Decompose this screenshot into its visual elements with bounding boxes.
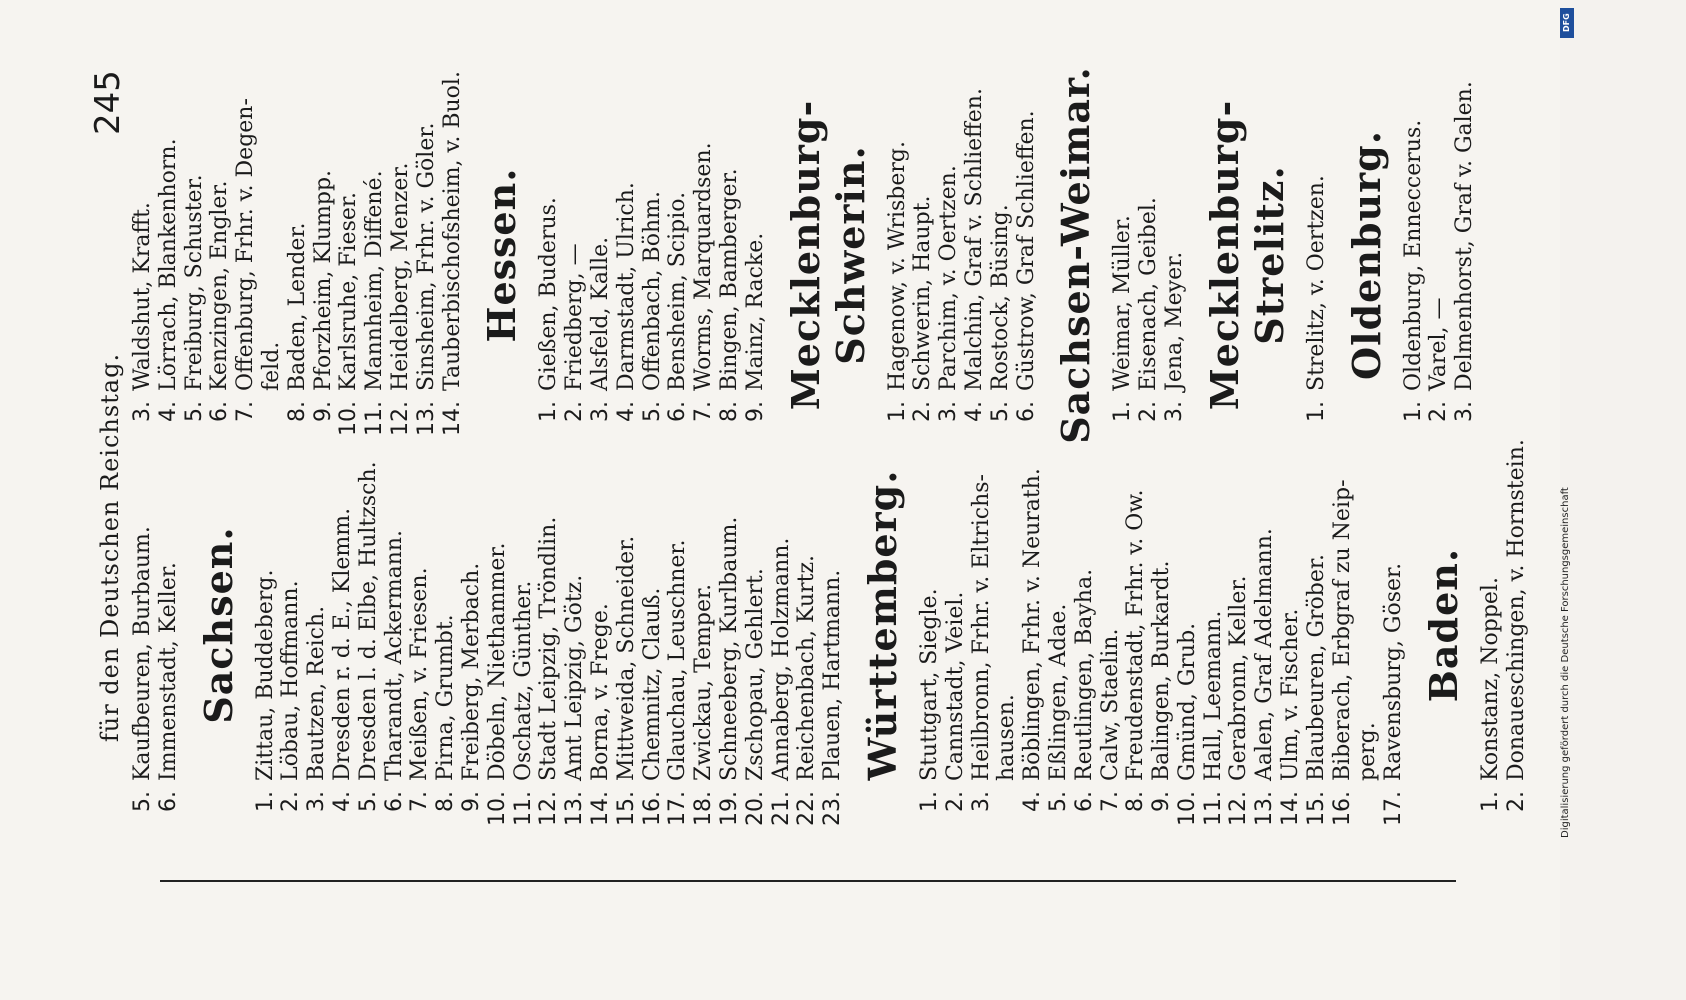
district-number: 5. bbox=[987, 401, 1013, 422]
district-number: 2. bbox=[910, 401, 936, 422]
list-item-continuation bbox=[1355, 395, 1381, 835]
district-entry-text: Heidelberg, Menzer. bbox=[387, 162, 413, 391]
district-entry-text: Freiberg, Merbach. bbox=[458, 562, 484, 781]
district-number: 4. bbox=[613, 401, 639, 422]
district-entry-text: Ulm, v. Fischer. bbox=[1278, 608, 1304, 781]
page-number: 245 bbox=[88, 70, 128, 135]
list-item bbox=[640, 395, 666, 835]
list-item bbox=[440, 45, 466, 445]
list-item bbox=[1020, 395, 1046, 835]
list-item-continuation bbox=[994, 395, 1020, 835]
district-number: 5. bbox=[639, 401, 665, 422]
district-number: 4. bbox=[961, 401, 987, 422]
list-item bbox=[691, 395, 717, 835]
district-entry-text: Kenzingen, Engler. bbox=[207, 180, 233, 391]
district-entry-text: Mainz, Racke. bbox=[742, 232, 768, 391]
district-entry-text: Donaueschingen, v. Hornstein. bbox=[1503, 439, 1529, 781]
list-item bbox=[156, 395, 182, 835]
district-entry-text: Freudenstadt, Frhr. v. Ow. bbox=[1123, 489, 1149, 781]
district-entry-text: Stuttgart, Siegle. bbox=[916, 588, 942, 781]
list-item bbox=[130, 45, 156, 445]
district-number: 12. bbox=[387, 401, 413, 436]
district-number: 23. bbox=[820, 791, 846, 826]
district-entry-text: Reichenbach, Kurtz. bbox=[794, 554, 820, 781]
district-number bbox=[1355, 781, 1381, 835]
right-column bbox=[130, 45, 1478, 445]
district-entry-text: Amt Leipzig, Götz. bbox=[562, 574, 588, 781]
list-item bbox=[536, 395, 562, 835]
district-number: 1. bbox=[536, 401, 562, 422]
district-number: 3. bbox=[936, 401, 962, 422]
district-entry-text: Varel, — bbox=[1426, 297, 1452, 391]
district-entry-text: Parchim, v. Oertzen. bbox=[936, 165, 962, 391]
section-title: Baden. bbox=[1421, 547, 1467, 703]
section-title: Mecklenburg-Schwerin. bbox=[782, 99, 873, 411]
district-entry-text: Meißen, v. Friesen. bbox=[407, 567, 433, 781]
district-entry-text: Cannstadt, Veiel. bbox=[942, 591, 968, 781]
district-number: 6. bbox=[381, 791, 407, 812]
list-item bbox=[336, 45, 362, 445]
district-entry-text: Löbau, Hoffmann. bbox=[278, 580, 304, 781]
section-title: Sachsen. bbox=[195, 526, 241, 724]
district-number: 4. bbox=[155, 401, 181, 422]
district-entry-text: Bautzen, Reich. bbox=[304, 605, 330, 781]
district-number: 20. bbox=[742, 791, 768, 826]
district-entry-text: Oldenburg, Enneccerus. bbox=[1400, 119, 1426, 391]
list-item bbox=[1149, 395, 1175, 835]
district-entry-text: Gmünd, Grub. bbox=[1174, 622, 1200, 781]
district-number: 1. bbox=[252, 791, 278, 812]
district-entry-text: Delmenhorst, Graf v. Galen. bbox=[1452, 81, 1478, 391]
list-item bbox=[794, 395, 820, 835]
funding-watermark: Digitalisierung gefördert durch die Deutsche Forschungsgemeinschaft bbox=[1560, 487, 1571, 838]
list-item bbox=[356, 395, 382, 835]
list-item bbox=[562, 395, 588, 835]
district-number: 14. bbox=[587, 791, 613, 826]
section-title: Württemberg. bbox=[859, 469, 905, 781]
district-entry-text: Stadt Leipzig, Tröndlin. bbox=[536, 516, 562, 781]
list-item-continuation bbox=[259, 45, 285, 445]
district-number: 3. bbox=[968, 791, 994, 812]
district-entry-text: Rostock, Büsing. bbox=[987, 204, 1013, 391]
district-number: 13. bbox=[562, 791, 588, 826]
district-entry-text: Aalen, Graf Adelmann. bbox=[1252, 528, 1278, 781]
district-entry-text: Kaufbeuren, Burbaum. bbox=[130, 526, 155, 781]
list-item bbox=[943, 395, 969, 835]
list-item bbox=[743, 395, 769, 835]
district-entry-text: Glauchau, Leuschner. bbox=[665, 539, 691, 781]
list-item bbox=[388, 45, 414, 445]
district-entry-text: Blaubeuren, Gröber. bbox=[1303, 554, 1329, 781]
list-item bbox=[1226, 395, 1252, 835]
district-number: 2. bbox=[1503, 791, 1529, 812]
list-item bbox=[717, 45, 743, 445]
list-item bbox=[917, 395, 943, 835]
list-item bbox=[414, 45, 440, 445]
list-item bbox=[910, 45, 936, 445]
list-item bbox=[233, 45, 259, 445]
district-entry-text: Pforzheim, Klumpp. bbox=[310, 169, 336, 391]
district-entry-text: Bensheim, Scipio. bbox=[665, 191, 691, 391]
list-item bbox=[1504, 395, 1530, 835]
district-number: 14. bbox=[1278, 791, 1304, 826]
list-item bbox=[156, 45, 182, 445]
list-item bbox=[1162, 45, 1188, 445]
list-item bbox=[311, 45, 337, 445]
district-entry-text: Karlsruhe, Fieser. bbox=[336, 192, 362, 391]
district-number: 11. bbox=[510, 791, 536, 826]
list-item bbox=[285, 45, 311, 445]
list-item bbox=[304, 395, 330, 835]
district-number: 6. bbox=[155, 791, 181, 812]
district-number: 5. bbox=[355, 791, 381, 812]
list-item bbox=[1046, 395, 1072, 835]
list-item bbox=[1136, 45, 1162, 445]
district-entry-text: Freiburg, Schuster. bbox=[181, 174, 207, 391]
list-item bbox=[1072, 395, 1098, 835]
list-item bbox=[278, 395, 304, 835]
district-number: 8. bbox=[1123, 791, 1149, 812]
list-item bbox=[743, 45, 769, 445]
list-item bbox=[382, 395, 408, 835]
district-number: 11. bbox=[1200, 791, 1226, 826]
district-number: 3. bbox=[304, 791, 330, 812]
district-number: 16. bbox=[639, 791, 665, 826]
district-number: 4. bbox=[329, 791, 355, 812]
list-item bbox=[1110, 45, 1136, 445]
district-entry-text: Mittweida, Schneider. bbox=[613, 535, 639, 781]
district-number: 21. bbox=[768, 791, 794, 826]
district-entry-text: Offenbach, Böhm. bbox=[639, 191, 665, 391]
district-entry-text: Konstanz, Noppel. bbox=[1478, 577, 1504, 781]
list-item bbox=[1452, 45, 1478, 445]
list-item bbox=[665, 395, 691, 835]
district-entry-text: Malchin, Graf v. Schlieffen. bbox=[961, 88, 987, 391]
district-number: 5. bbox=[130, 791, 155, 812]
district-number: 4. bbox=[1020, 791, 1046, 812]
list-item bbox=[640, 45, 666, 445]
district-entry-text: Darmstadt, Ulrich. bbox=[613, 182, 639, 391]
district-number: 6. bbox=[207, 401, 233, 422]
list-item bbox=[562, 45, 588, 445]
section-title: Mecklenburg-Strelitz. bbox=[1201, 99, 1292, 411]
district-entry-text: Reutlingen, Bayha. bbox=[1071, 568, 1097, 781]
list-item bbox=[1201, 395, 1227, 835]
district-number: 10. bbox=[1174, 791, 1200, 826]
list-item bbox=[1426, 45, 1452, 445]
district-number: 10. bbox=[336, 401, 362, 436]
district-entry-text: Dresden r. d. E., Klemm. bbox=[329, 507, 355, 781]
list-item bbox=[1175, 395, 1201, 835]
district-entry-text: Böblingen, Frhr. v. Neurath. bbox=[1020, 468, 1046, 781]
district-entry-text: Hall, Leemann. bbox=[1200, 610, 1226, 781]
district-entry-text: Worms, Marquardsen. bbox=[691, 142, 717, 391]
district-number: 14. bbox=[439, 401, 465, 436]
list-item bbox=[1381, 395, 1407, 835]
district-number: 17. bbox=[1381, 791, 1407, 826]
district-number: 5. bbox=[181, 401, 207, 422]
district-number: 10. bbox=[484, 791, 510, 826]
district-number: 18. bbox=[691, 791, 717, 826]
district-number: 5. bbox=[1045, 791, 1071, 812]
district-entry-text: Eßlingen, Adae. bbox=[1045, 603, 1071, 781]
running-head: für den Deutschen Reichstag. bbox=[96, 352, 124, 743]
district-number: 9. bbox=[1149, 791, 1175, 812]
list-item bbox=[614, 45, 640, 445]
district-number: 6. bbox=[665, 401, 691, 422]
district-number: 6. bbox=[1013, 401, 1039, 422]
district-entry-text: Biberach, Erbgraf zu Neip- bbox=[1329, 479, 1355, 781]
list-item bbox=[665, 45, 691, 445]
district-entry-text: Annaberg, Holzmann. bbox=[768, 537, 794, 781]
section-title: Hessen. bbox=[479, 167, 525, 343]
list-item bbox=[717, 395, 743, 835]
list-item bbox=[1330, 395, 1356, 835]
district-number: 2. bbox=[1136, 401, 1162, 422]
district-entry-text: perg. bbox=[1355, 722, 1381, 781]
district-number bbox=[259, 391, 285, 445]
district-number: 13. bbox=[1252, 791, 1278, 826]
district-number: 3. bbox=[587, 401, 613, 422]
district-entry-text: Schneeberg, Kurlbaum. bbox=[716, 516, 742, 781]
district-number: 12. bbox=[536, 791, 562, 826]
list-item bbox=[253, 395, 279, 835]
district-number: 12. bbox=[1226, 791, 1252, 826]
list-item bbox=[769, 395, 795, 835]
district-entry-text: Alsfeld, Kalle. bbox=[587, 236, 613, 391]
list-item bbox=[330, 395, 356, 835]
section-title: Oldenburg. bbox=[1343, 130, 1389, 380]
district-entry-text: Jena, Meyer. bbox=[1161, 251, 1187, 391]
district-entry-text: Ravensburg, Göser. bbox=[1381, 562, 1407, 781]
district-number: 13. bbox=[413, 401, 439, 436]
district-entry-text: Offenburg, Frhr. v. Degen- bbox=[233, 98, 259, 391]
column-divider bbox=[160, 862, 1456, 882]
district-entry-text: Mannheim, Diffené. bbox=[362, 170, 388, 391]
district-number: 11. bbox=[362, 401, 388, 436]
district-number: 1. bbox=[884, 401, 910, 422]
district-entry-text: Tauberbischofsheim, v. Buol. bbox=[439, 71, 465, 391]
district-entry-text: Schwerin, Haupt. bbox=[910, 195, 936, 391]
district-entry-text: Chemnitz, Clauß. bbox=[639, 587, 665, 781]
district-entry-text: Baden, Lender. bbox=[284, 222, 310, 391]
district-number: 1. bbox=[1400, 401, 1426, 422]
list-item bbox=[536, 45, 562, 445]
district-number: 3. bbox=[130, 401, 155, 422]
list-item bbox=[588, 45, 614, 445]
district-entry-text: Calw, Staelin. bbox=[1097, 628, 1123, 781]
district-number: 22. bbox=[794, 791, 820, 826]
district-number: 15. bbox=[613, 791, 639, 826]
list-item bbox=[1304, 45, 1330, 445]
district-entry-text: Zschopau, Gehlert. bbox=[742, 568, 768, 781]
list-item bbox=[988, 45, 1014, 445]
list-item bbox=[588, 395, 614, 835]
district-entry-text: Eisenach, Geibel. bbox=[1136, 197, 1162, 391]
district-number: 9. bbox=[310, 401, 336, 422]
district-number: 17. bbox=[665, 791, 691, 826]
list-item bbox=[936, 45, 962, 445]
section-title: Sachsen-Weimar. bbox=[1053, 66, 1099, 444]
list-item bbox=[614, 395, 640, 835]
district-number: 2. bbox=[562, 401, 588, 422]
district-entry-text: Weimar, Müller. bbox=[1110, 215, 1136, 391]
district-entry-text: Plauen, Hartmann. bbox=[820, 569, 846, 781]
district-number: 7. bbox=[691, 401, 717, 422]
district-entry-text: Heilbronn, Frhr. v. Eltrichs- bbox=[968, 474, 994, 781]
list-item bbox=[820, 395, 846, 835]
list-item bbox=[362, 45, 388, 445]
left-column bbox=[130, 395, 1530, 835]
list-item bbox=[1278, 395, 1304, 835]
district-entry-text: Borna, v. Frege. bbox=[587, 603, 613, 781]
district-number: 8. bbox=[284, 401, 310, 422]
district-number: 1. bbox=[1303, 401, 1329, 422]
list-item bbox=[962, 45, 988, 445]
district-entry-text: Döbeln, Niethammer. bbox=[484, 542, 510, 781]
district-number: 7. bbox=[407, 791, 433, 812]
list-item bbox=[511, 395, 537, 835]
district-entry-text: Zwickau, Temper. bbox=[691, 583, 717, 781]
district-entry-text: Immenstadt, Keller. bbox=[155, 562, 181, 781]
list-item bbox=[130, 395, 156, 835]
list-item bbox=[407, 395, 433, 835]
list-item bbox=[207, 45, 233, 445]
district-entry-text: hausen. bbox=[994, 694, 1020, 781]
district-number bbox=[994, 781, 1020, 835]
list-item bbox=[885, 45, 911, 445]
list-item bbox=[182, 45, 208, 445]
list-item bbox=[1401, 45, 1427, 445]
list-item bbox=[1252, 395, 1278, 835]
district-entry-text: Pirna, Grumbt. bbox=[433, 614, 459, 781]
district-number: 7. bbox=[1097, 791, 1123, 812]
list-item bbox=[969, 395, 995, 835]
district-number: 2. bbox=[1426, 401, 1452, 422]
district-entry-text: Zittau, Buddeberg. bbox=[252, 569, 278, 781]
district-entry-text: Balingen, Burkardt. bbox=[1149, 560, 1175, 781]
list-item bbox=[691, 45, 717, 445]
district-entry-text: Gerabronn, Keller. bbox=[1226, 575, 1252, 781]
district-entry-text: Sinsheim, Frhr. v. Göler. bbox=[413, 122, 439, 391]
list-item bbox=[1304, 395, 1330, 835]
district-entry-text: Hagenow, v. Wrisberg. bbox=[884, 141, 910, 391]
district-number: 16. bbox=[1329, 791, 1355, 826]
district-entry-text: Friedberg, — bbox=[562, 243, 588, 391]
district-number: 3. bbox=[1452, 401, 1478, 422]
district-number: 6. bbox=[1071, 791, 1097, 812]
district-number: 15. bbox=[1303, 791, 1329, 826]
district-number: 9. bbox=[458, 791, 484, 812]
list-item bbox=[1014, 45, 1040, 445]
district-entry-text: feld. bbox=[258, 341, 284, 391]
district-entry-text: Gießen, Buderus. bbox=[536, 197, 562, 391]
district-number: 8. bbox=[716, 401, 742, 422]
dfg-logo-icon: DFG bbox=[1560, 8, 1574, 38]
district-number: 2. bbox=[278, 791, 304, 812]
district-number: 2. bbox=[942, 791, 968, 812]
list-item bbox=[1098, 395, 1124, 835]
district-number: 3. bbox=[1161, 401, 1187, 422]
list-item bbox=[1478, 395, 1504, 835]
district-number: 7. bbox=[233, 401, 259, 422]
district-number: 9. bbox=[742, 401, 768, 422]
district-entry-text: Oschatz, Günther. bbox=[510, 580, 536, 781]
district-entry-text: Waldshut, Krafft. bbox=[130, 202, 155, 391]
district-number: 19. bbox=[716, 791, 742, 826]
district-entry-text: Tharandt, Ackermann. bbox=[381, 529, 407, 781]
list-item bbox=[459, 395, 485, 835]
district-entry-text: Strelitz, v. Oertzen. bbox=[1303, 175, 1329, 391]
district-entry-text: Dresden l. d. Elbe, Hultzsch. bbox=[355, 461, 381, 781]
list-item bbox=[433, 395, 459, 835]
list-item bbox=[1123, 395, 1149, 835]
district-entry-text: Güstrow, Graf Schlieffen. bbox=[1013, 110, 1039, 391]
district-entry-text: Bingen, Bamberger. bbox=[716, 168, 742, 391]
district-number: 1. bbox=[1478, 791, 1504, 812]
list-item bbox=[485, 395, 511, 835]
district-number: 8. bbox=[433, 791, 459, 812]
district-number: 1. bbox=[916, 791, 942, 812]
district-entry-text: Lörrach, Blankenhorn. bbox=[155, 138, 181, 391]
district-number: 1. bbox=[1110, 401, 1136, 422]
